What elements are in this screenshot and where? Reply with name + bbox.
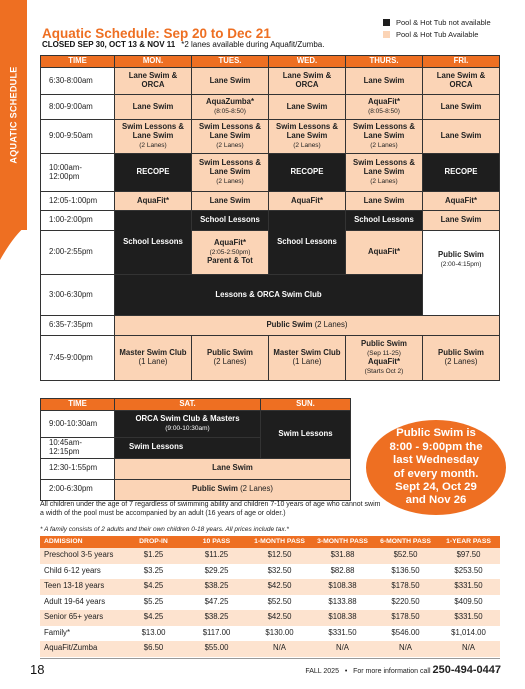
schedule-cell: School Lessons	[346, 211, 423, 231]
time-cell: 10:45am-12:15pm	[41, 438, 115, 459]
promo-line: of every month.	[393, 467, 479, 480]
schedule-cell: Lane Swim	[115, 95, 192, 120]
footer-phone: 250-494-0447	[432, 664, 501, 676]
promo-circle	[366, 420, 506, 515]
col-header-thu: THURS.	[346, 56, 423, 68]
time-cell: 12:30-1:55pm	[41, 458, 115, 479]
schedule-cell: Master Swim Club (1 Lane)	[115, 336, 192, 381]
fee-row: Preschool 3-5 years $1.25 $11.25 $12.50 $31.88 $52.50 $97.50	[40, 548, 500, 564]
schedule-cell: Lane Swim & ORCA	[115, 68, 192, 95]
schedule-cell: School Lessons	[115, 211, 192, 275]
schedule-cell: AquaFit* (8:05-8:50)	[346, 95, 423, 120]
closed-dates: CLOSED SEP 30, OCT 13 & NOV 11	[42, 40, 176, 49]
schedule-cell: AquaZumba* (8:05-8:50)	[192, 95, 269, 120]
col-header-wed: WED.	[269, 56, 346, 68]
schedule-cell: Lane Swim	[115, 458, 351, 479]
schedule-cell: Swim Lessons & Lane Swim (2 Lanes)	[346, 154, 423, 192]
schedule-cell: Public Swim (2 Lanes)	[115, 316, 500, 336]
schedule-cell: Lane Swim	[346, 68, 423, 95]
promo-line: 8:00 - 9:00pm the	[389, 440, 483, 453]
promo-line: and Nov 26	[405, 494, 467, 507]
admission-fees-table	[40, 536, 500, 657]
fee-header: 3-MONTH PASS	[311, 536, 374, 548]
fee-row: Child 6-12 years $3.25 $29.25 $32.50 $82.88 $136.50 $253.50	[40, 564, 500, 580]
footer-info: For more information call	[353, 668, 431, 675]
fee-row: Senior 65+ years $4.25 $38.25 $42.50 $108.38 $178.50 $331.50	[40, 610, 500, 626]
weekday-schedule-table	[40, 55, 500, 381]
schedule-cell: Public Swim (Sep 11-25) AquaFit* (Starts Oct 2)	[346, 336, 423, 381]
time-cell: 9:00-10:30am	[41, 411, 115, 438]
schedule-cell: Public Swim (2 Lanes)	[423, 336, 500, 381]
col-header-mon: MON.	[115, 56, 192, 68]
schedule-cell: Swim Lessons	[261, 411, 351, 459]
schedule-cell: AquaFit*	[346, 231, 423, 275]
time-cell: 12:05-1:00pm	[41, 192, 115, 211]
schedule-cell: Lane Swim	[423, 120, 500, 154]
col-header-fri: FRI.	[423, 56, 500, 68]
schedule-cell: Public Swim (2 Lanes)	[192, 336, 269, 381]
page-title: Aquatic Schedule: Sep 20 to Dec 21	[42, 26, 271, 41]
fee-row: Teen 13-18 years $4.25 $38.25 $42.50 $108.38 $178.50 $331.50	[40, 579, 500, 595]
schedule-cell: Lane Swim & ORCA	[269, 68, 346, 95]
schedule-cell: School Lessons	[269, 211, 346, 275]
lanes-note: *2 lanes available during Aquafit/Zumba.	[181, 40, 325, 49]
time-cell: 2:00-2:55pm	[41, 231, 115, 275]
schedule-cell: AquaFit*	[423, 192, 500, 211]
footer-season: FALL 2025	[305, 668, 339, 675]
schedule-cell: Swim Lessons & Lane Swim (2 Lanes)	[269, 120, 346, 154]
time-cell: 2:00-6:30pm	[41, 479, 115, 500]
col-header-tue: TUES.	[192, 56, 269, 68]
schedule-cell: AquaFit*	[115, 192, 192, 211]
schedule-cell: ORCA Swim Club & Masters (9:00-10:30am)	[115, 411, 261, 438]
family-note: * A family consists of 2 adults and their own children 0-18 years. All prices include tax.*	[40, 526, 289, 533]
time-cell: 10:00am-12:00pm	[41, 154, 115, 192]
time-cell: 7:45-9:00pm	[41, 336, 115, 381]
fee-row: AquaFit/Zumba $6.50 $55.00 N/A N/A N/A N/A	[40, 641, 500, 657]
closure-notice	[42, 40, 324, 49]
fee-header: 6-MONTH PASS	[374, 536, 437, 548]
time-cell: 1:00-2:00pm	[41, 211, 115, 231]
schedule-cell: Swim Lessons & Lane Swim (2 Lanes)	[115, 120, 192, 154]
sidebar-swoosh	[0, 205, 27, 260]
schedule-cell: RECOPE	[423, 154, 500, 192]
legend-item	[383, 16, 491, 28]
schedule-cell: AquaFit*	[269, 192, 346, 211]
footer	[305, 664, 501, 676]
time-cell: 8:00-9:00am	[41, 95, 115, 120]
schedule-cell: Lane Swim & ORCA	[423, 68, 500, 95]
children-note: All children under the age of 7 regardless of swimming ability and children 7-10 years of age who cannot swim a width of the pool must be accompanied by an adult (16 years of age or older.)	[40, 501, 381, 518]
schedule-cell: Lane Swim	[346, 192, 423, 211]
schedule-cell: Lane Swim	[192, 192, 269, 211]
schedule-cell: Master Swim Club (1 Lane)	[269, 336, 346, 381]
schedule-cell: Lane Swim	[423, 211, 500, 231]
legend-swatch-dark	[383, 19, 390, 26]
fee-header: DROP-IN	[122, 536, 185, 548]
col-header-sun: SUN.	[261, 399, 351, 411]
time-cell: 6:35-7:35pm	[41, 316, 115, 336]
promo-line: Public Swim is	[396, 427, 476, 440]
fee-header: ADMISSION	[40, 536, 122, 548]
promo-line: Sept 24, Oct 29	[395, 480, 477, 493]
time-cell: 9:00-9:50am	[41, 120, 115, 154]
fee-header: 1-YEAR PASS	[437, 536, 500, 548]
time-cell: 3:00-6:30pm	[41, 275, 115, 316]
footer-bullet: •	[344, 668, 348, 675]
fee-row: Adult 19-64 years $5.25 $47.25 $52.50 $133.88 $220.50 $409.50	[40, 595, 500, 611]
footer-divider	[40, 658, 500, 659]
schedule-cell: Lane Swim	[269, 95, 346, 120]
legend-label: Pool & Hot Tub not available	[396, 17, 491, 27]
legend-label: Pool & Hot Tub Available	[396, 29, 479, 39]
col-header-time: TIME	[41, 399, 115, 411]
schedule-cell: Public Swim (2:00-4:15pm)	[423, 231, 500, 316]
page-number: 18	[30, 662, 45, 677]
weekend-schedule-table	[40, 398, 351, 501]
schedule-cell: Swim Lessons	[115, 438, 261, 459]
schedule-cell: Public Swim (2 Lanes)	[115, 479, 351, 500]
sidebar-label: AQUATIC SCHEDULE	[8, 66, 19, 164]
promo-line: last Wednesday	[393, 454, 479, 467]
legend-swatch-peach	[383, 31, 390, 38]
schedule-cell: Swim Lessons & Lane Swim (2 Lanes)	[192, 120, 269, 154]
legend-item	[383, 28, 491, 40]
schedule-cell: Swim Lessons & Lane Swim (2 Lanes)	[346, 120, 423, 154]
schedule-cell: School Lessons	[192, 211, 269, 231]
schedule-cell: Lane Swim	[423, 95, 500, 120]
schedule-cell: AquaFit* (2:05-2:50pm) Parent & Tot	[192, 231, 269, 275]
col-header-time: TIME	[41, 56, 115, 68]
schedule-cell: RECOPE	[115, 154, 192, 192]
fee-header: 10 PASS	[185, 536, 248, 548]
col-header-sat: SAT.	[115, 399, 261, 411]
schedule-cell: RECOPE	[269, 154, 346, 192]
schedule-cell: Lessons & ORCA Swim Club	[115, 275, 423, 316]
time-cell: 6:30-8:00am	[41, 68, 115, 95]
fee-header: 1-MONTH PASS	[248, 536, 311, 548]
schedule-cell: Swim Lessons & Lane Swim (2 Lanes)	[192, 154, 269, 192]
schedule-cell: Lane Swim	[192, 68, 269, 95]
legend	[383, 16, 491, 40]
fee-row: Family* $13.00 $117.00 $130.00 $331.50 $546.00 $1,014.00	[40, 626, 500, 642]
